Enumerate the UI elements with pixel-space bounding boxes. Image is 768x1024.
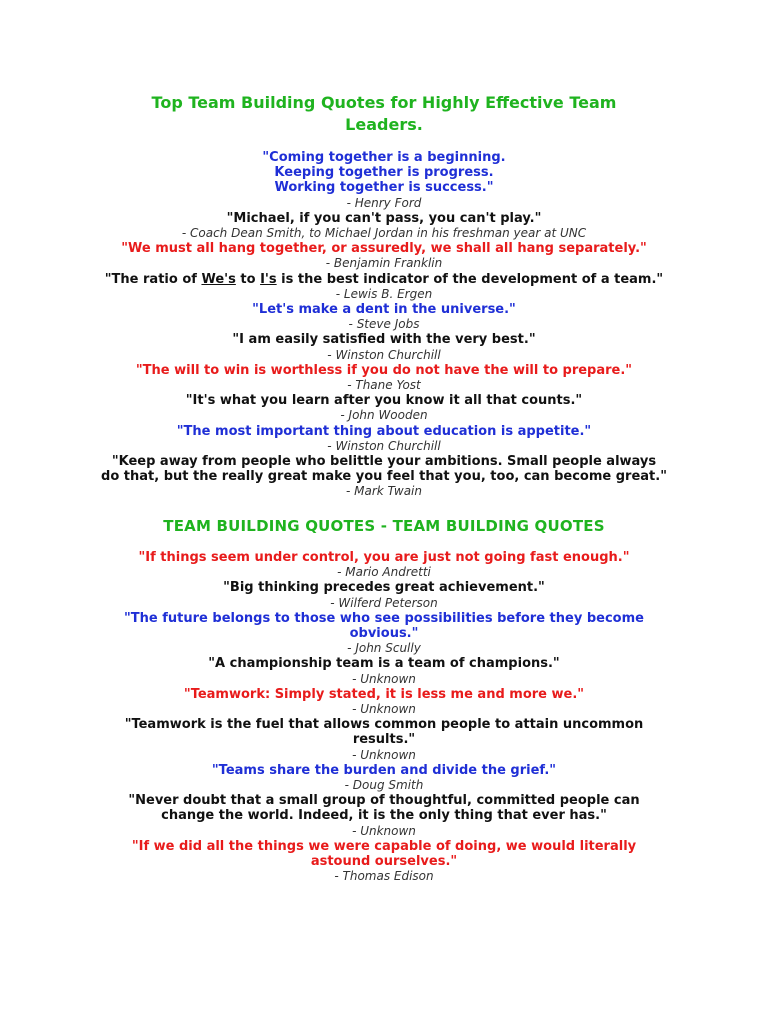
- quote-author: - Unknown: [352, 823, 416, 838]
- underlined-word: We's: [201, 271, 236, 287]
- quote-line: "If we did all the things we were capable of doing, we would literally: [131, 838, 637, 854]
- quote-part: to: [235, 271, 261, 287]
- quote-text: "If things seem under control, you are just not going fast enough.": [138, 550, 630, 565]
- quote-text: "Michael, if you can't pass, you can't play.": [226, 210, 542, 226]
- page-title: Top Team Building Quotes for Highly Effective Team Leaders.: [151, 93, 617, 134]
- quote-author: - Benjamin Franklin: [325, 256, 443, 271]
- quote-line: change the world. Indeed, it is the only thing that ever has.": [161, 808, 607, 824]
- quote-line: "Teamwork is the fuel that allows common people to attain uncommon: [124, 717, 644, 733]
- quote-author: - Thomas Edison: [334, 869, 434, 884]
- quote-line: Keeping together is progress.: [274, 165, 494, 181]
- quote-author: - Coach Dean Smith, to Michael Jordan in his freshman year at UNC: [181, 226, 587, 241]
- quote-text: "I am easily satisfied with the very best.": [232, 332, 536, 348]
- quote-author: - John Scully: [347, 641, 421, 656]
- quote-author: - Steve Jobs: [348, 317, 420, 332]
- quote-text: "Big thinking precedes great achievement.": [223, 580, 545, 596]
- quote-author: - Unknown: [352, 702, 416, 717]
- quote-line: obvious.": [349, 626, 419, 642]
- quote-text: [90, 272, 678, 287]
- quote-author: - Thane Yost: [347, 378, 421, 393]
- quote-author: - Wilferd Peterson: [330, 595, 438, 610]
- quote-author: - Winston Churchill: [327, 347, 441, 362]
- quote-text: "A championship team is a team of champions.": [208, 656, 560, 672]
- quote-text: "It's what you learn after you know it all that counts.": [185, 393, 583, 409]
- quote-text: "The most important thing about education is appetite.": [176, 423, 592, 439]
- quote-author: - Winston Churchill: [327, 438, 441, 453]
- quote-part: "The ratio of: [104, 271, 202, 287]
- underlined-word: I's: [260, 271, 277, 287]
- section-heading: TEAM BUILDING QUOTES - TEAM BUILDING QUOTES: [163, 517, 605, 535]
- quote-line: Working together is success.": [274, 180, 494, 196]
- quote-author: - Doug Smith: [344, 778, 424, 793]
- quote-line: "The future belongs to those who see possibilities before they become: [124, 610, 644, 626]
- quotes-section-1: [90, 150, 678, 500]
- quote-author: - Unknown: [352, 671, 416, 686]
- quote-line: do that, but the really great make you feel that you, too, can become great.": [101, 469, 667, 485]
- quote-line: "Keep away from people who belittle your ambitions. Small people always: [111, 454, 657, 470]
- quote-author: - John Wooden: [340, 408, 428, 423]
- quote-author: - Henry Ford: [346, 195, 422, 210]
- quote-text: "Teamwork: Simply stated, it is less me and more we.": [183, 686, 585, 702]
- quote-author: - Lewis B. Ergen: [335, 286, 433, 301]
- quotes-section-2: [90, 550, 678, 884]
- quote-author: - Mark Twain: [345, 484, 422, 499]
- quote-line: astound ourselves.": [310, 854, 458, 870]
- quote-text: "Teams share the burden and divide the grief.": [211, 762, 557, 778]
- quote-line: results.": [352, 732, 416, 748]
- quote-line: "Never doubt that a small group of thoughtful, committed people can: [128, 793, 640, 809]
- quote-author: - Unknown: [352, 747, 416, 762]
- quote-text: "Let's make a dent in the universe.": [252, 302, 516, 318]
- quote-text: "The will to win is worthless if you do not have the will to prepare.": [135, 362, 633, 378]
- quote-line: "Coming together is a beginning.: [262, 150, 506, 165]
- quote-text: "We must all hang together, or assuredly, we shall all hang separately.": [121, 241, 647, 257]
- quote-part: is the best indicator of the development of a team.": [276, 271, 664, 287]
- quote-author: - Mario Andretti: [337, 565, 431, 580]
